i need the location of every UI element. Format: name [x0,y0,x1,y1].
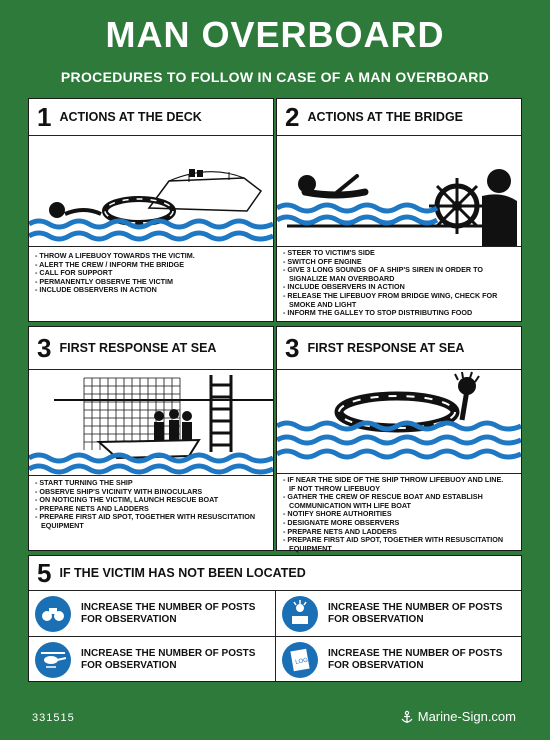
divider [277,473,521,474]
list-item: - PREPARE FIRST AID SPOT, TOGETHER WITH RESUSCITATION [35,512,256,522]
ship-wheel-illustration [277,136,521,246]
cell-line: INCREASE THE NUMBER OF POSTS [328,647,503,659]
list-item: - GATHER THE CREW OF RESCUE BOAT AND ESTABLISH [283,492,483,502]
cell-text [328,602,502,626]
lifebuoy-victim-illustration [29,136,273,246]
list-item: - SWITCH OFF ENGINE [283,256,362,266]
panel-number: 3 [285,333,300,363]
list-item: SMOKE AND LIGHT [289,299,357,309]
panel-header [29,327,273,370]
anchor-icon [400,710,414,724]
panel-first-response-left [28,326,274,551]
lifebuoy-waves-illustration [277,370,521,474]
action-list [35,479,269,531]
panel-header [277,99,521,136]
cell-text [81,648,255,672]
cell-line: INCREASE THE NUMBER OF POSTS [81,601,256,613]
list-item: - ON NOTICING THE VICTIM, LAUNCH RESCUE BOAT [35,495,219,505]
rescue-boat-net-illustration [29,370,273,476]
list-item: - IF NEAR THE SIDE OF THE SHIP THROW LIFEBUOY AND LINE. [283,475,504,484]
list-item: - DESIGNATE MORE OBSERVERS [283,517,400,527]
list-item: - ALERT THE CREW / INFORM THE BRIDGE [35,259,185,269]
list-item: - PREPARE NETS AND LADDERS [35,503,149,513]
page-title: MAN OVERBOARD [105,14,445,55]
brand-name: Marine-Sign.com [417,709,516,724]
divider [29,475,273,476]
observation-cell [29,637,275,682]
panel-actions-deck [28,98,274,322]
list-item: - PREPARE NETS AND LADDERS [283,526,397,536]
observation-cell [29,591,275,636]
list-item: - THROW A LIFEBUOY TOWARDS THE VICTIM. [35,251,195,260]
list-item: - INCLUDE OBSERVERS IN ACTION [35,285,157,295]
list-item: - INFORM THE GALLEY TO STOP DISTRIBUTING FOOD [283,308,473,318]
logbook-icon [282,642,318,678]
observation-cell [276,637,522,682]
cell-line: FOR OBSERVATION [328,659,424,671]
panel-heading: ACTIONS AT THE DECK [59,110,202,124]
cell-text [81,602,255,626]
list-item: - CALL FOR SUPPORT [35,268,113,278]
panel-header [277,327,521,370]
list-item: EQUIPMENT [289,543,332,553]
list-item: - OBSERVE SHIP'S VICINITY WITH BINOCULARS [35,486,203,496]
radio-operator-icon [282,596,318,632]
list-item: - INCLUDE OBSERVERS IN ACTION [283,282,405,292]
panel-number: 2 [285,102,300,132]
list-item: - STEER TO VICTIM'S SIDE [283,248,375,257]
divider [277,246,521,247]
brand [400,709,516,724]
panel-header [29,99,273,136]
sign-code: 331515 [32,712,75,724]
list-item: - RELEASE THE LIFEBUOY FROM BRIDGE WING, CHECK FOR [283,290,498,300]
action-list [35,252,269,295]
panel-heading: FIRST RESPONSE AT SEA [307,341,465,355]
cell-line: FOR OBSERVATION [81,659,177,671]
cell-line: INCREASE THE NUMBER OF POSTS [328,601,503,613]
cell-line: FOR OBSERVATION [81,613,177,625]
binoculars-icon [35,596,71,632]
action-list [283,249,517,318]
panel-header [29,556,521,591]
panel-actions-bridge [276,98,522,322]
list-item: IF NOT THROW LIFEBUOY [289,483,381,493]
panel-first-response-right [276,326,522,551]
panel-victim-not-located [28,555,522,682]
cell-line: INCREASE THE NUMBER OF POSTS [81,647,256,659]
list-item: COMMUNICATION WITH LIFE BOAT [289,500,411,510]
page-subtitle: PROCEDURES TO FOLLOW IN CASE OF A MAN OVERBOARD [60,69,490,85]
list-item: - PREPARE FIRST AID SPOT, TOGETHER WITH RESUSCITATION [283,535,504,545]
action-list [283,476,517,553]
cell-line: FOR OBSERVATION [328,613,424,625]
observation-cell [276,591,522,636]
panel-heading: FIRST RESPONSE AT SEA [59,341,217,355]
panel-number: 3 [37,333,52,363]
divider [29,246,273,247]
helicopter-icon [35,642,71,678]
cell-text [328,648,502,672]
list-item: - GIVE 3 LONG SOUNDS OF A SHIP'S SIREN IN ORDER TO [283,265,483,275]
list-item: - NOTIFY SHORE AUTHORITIES [283,509,392,519]
panel-heading: ACTIONS AT THE BRIDGE [307,110,464,124]
logbook-label: LOG [294,657,309,666]
list-item: SIGNALIZE MAN OVERBOARD [289,273,395,283]
list-item: EQUIPMENT [41,520,84,530]
list-item: - START TURNING THE SHIP [35,478,133,487]
panel-number: 1 [37,102,52,132]
list-item: - PERMANENTLY OBSERVE THE VICTIM [35,276,174,286]
panel-heading: IF THE VICTIM HAS NOT BEEN LOCATED [59,566,306,580]
panel-number: 5 [37,558,52,588]
